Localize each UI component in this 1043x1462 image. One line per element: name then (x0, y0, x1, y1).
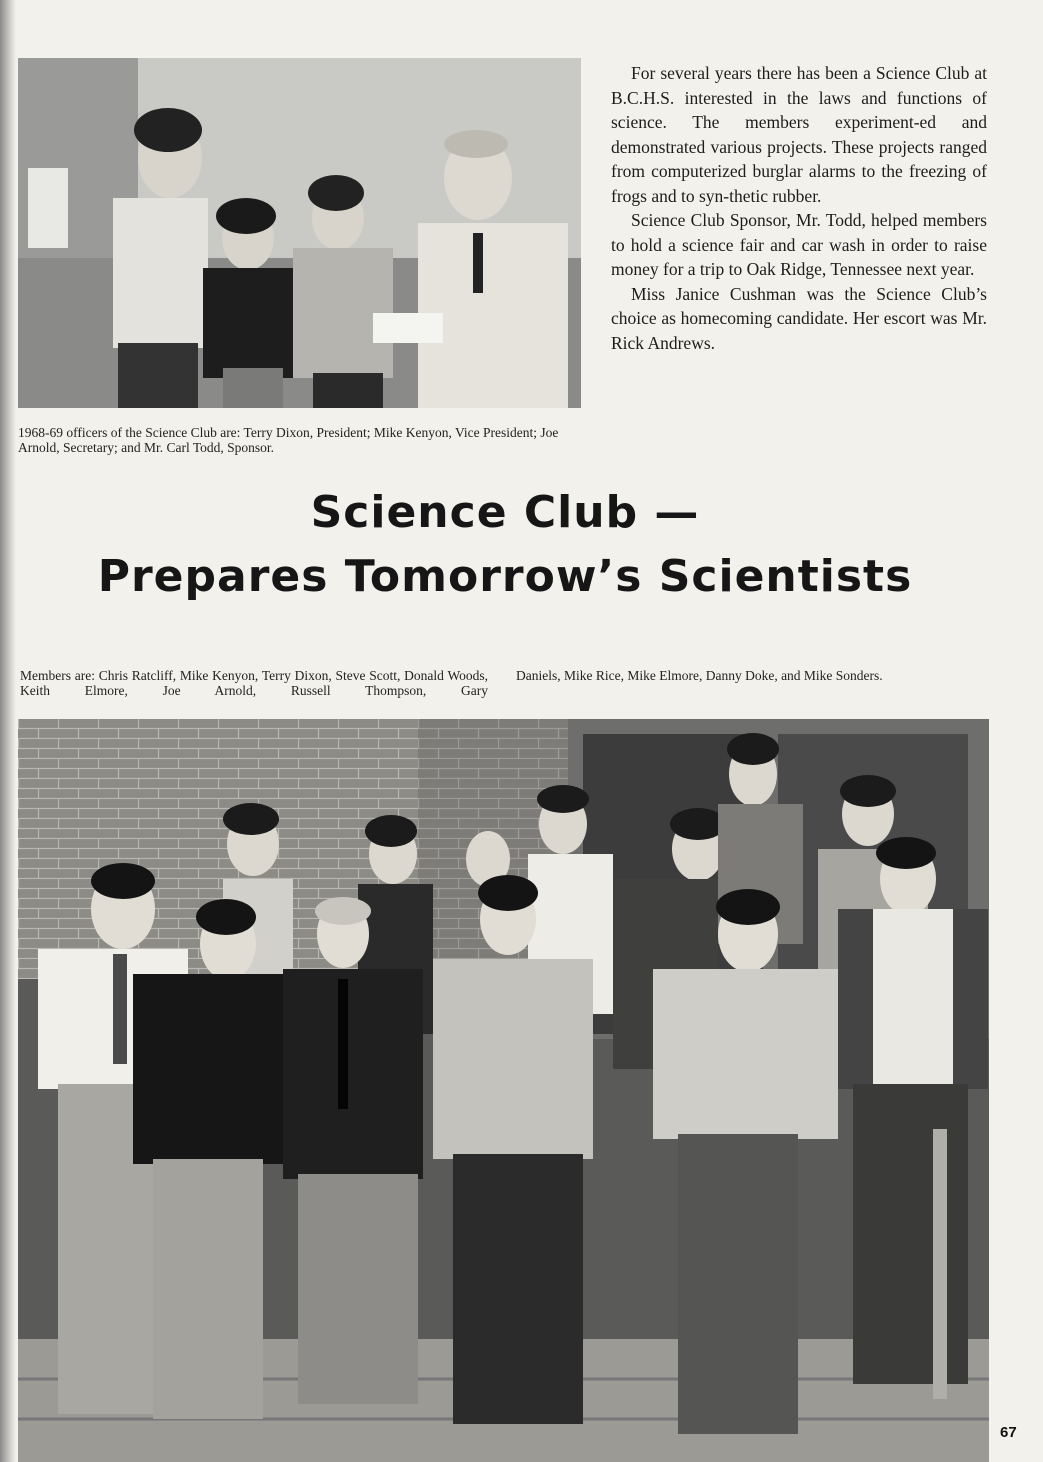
intro-paragraph-2: Science Club Sponsor, Mr. Todd, helped members to hold a science fair and car wash in order to raise money for a trip to Oak Ridge, Tennessee next year. (611, 210, 987, 279)
group-photo (18, 719, 989, 1462)
page-binding-shadow (0, 0, 16, 1462)
page-number: 67 (1000, 1424, 1017, 1441)
members-caption-column-2: Daniels, Mike Rice, Mike Elmore, Danny Doke, and Mike Sonders. (516, 668, 883, 683)
officers-photo (18, 58, 581, 408)
headline-subtitle: Prepares Tomorrow’s Scientists (97, 551, 913, 602)
intro-text (611, 61, 987, 355)
officers-caption: 1968-69 officers of the Science Club are: Terry Dixon, President; Mike Kenyon, Vice President; Joe Arnold, Secretary; and Mr. Carl Todd, Sponsor. (18, 425, 559, 455)
intro-paragraph-1: For several years there has been a Science Club at B.C.H.S. interested in the laws and functions of science. The members experiment-ed and demonstrated various projects. These projects ranged from computerized burglar alarms to the freezing of frogs and to syn-thetic rubber. (611, 63, 987, 206)
intro-paragraph-3: Miss Janice Cushman was the Science Club’s choice as homecoming candidate. Her escort was Mr. Rick Andrews. (611, 283, 987, 353)
members-caption-column-1: Members are: Chris Ratcliff, Mike Kenyon, Terry Dixon, Steve Scott, Donald Woods, Keith Elmore, Joe Arnold, Russell Thompson, Gary (20, 668, 488, 698)
headline-title: Science Club — (310, 487, 700, 538)
